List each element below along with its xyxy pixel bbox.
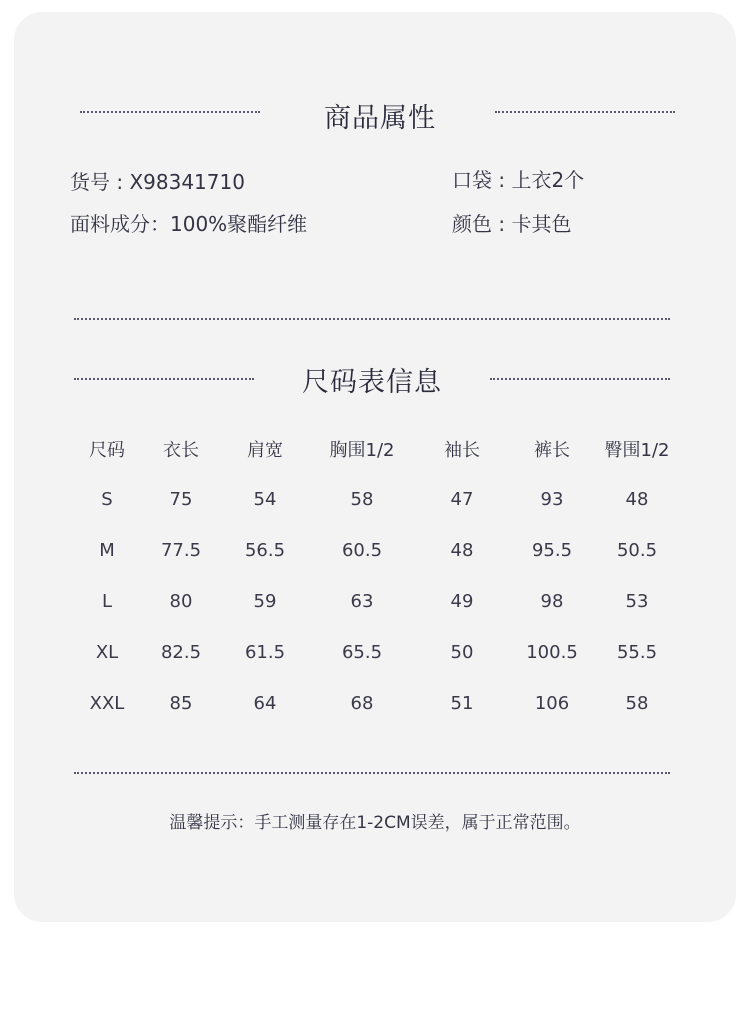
header-hip: 臀围1/2 <box>604 440 670 461</box>
cell-hip: 50.5 <box>616 540 658 561</box>
table-row <box>70 474 682 525</box>
cell-length: 77.5 <box>160 540 202 561</box>
color: 颜色 : 卡其色 <box>452 212 572 236</box>
attributes-title: 商品属性 <box>324 103 436 134</box>
cell-sleeve: 48 <box>450 540 474 561</box>
cell-shoulder: 61.5 <box>244 642 286 663</box>
cell-chest: 65.5 <box>341 642 383 663</box>
header-shoulder: 肩宽 <box>247 440 283 461</box>
title-divider-left <box>80 111 260 113</box>
cell-size: XXL <box>89 693 125 714</box>
cell-chest: 58 <box>350 489 374 510</box>
cell-shoulder: 59 <box>253 591 277 612</box>
cell-chest: 68 <box>350 693 374 714</box>
section-divider <box>74 318 670 320</box>
cell-shoulder: 64 <box>253 693 277 714</box>
cell-sleeve: 50 <box>450 642 474 663</box>
header-chest: 胸围1/2 <box>329 440 395 461</box>
cell-length: 82.5 <box>160 642 202 663</box>
bottom-divider <box>74 772 670 774</box>
item-number: 货号 : X98341710 <box>70 170 245 194</box>
cell-hip: 58 <box>625 693 649 714</box>
cell-chest: 63 <box>350 591 374 612</box>
cell-hip: 55.5 <box>616 642 658 663</box>
size-title-divider-left <box>74 378 254 380</box>
size-title-divider-right <box>490 378 670 380</box>
header-length: 衣长 <box>163 440 199 461</box>
cell-pants-length: 100.5 <box>526 642 578 663</box>
cell-sleeve: 49 <box>450 591 474 612</box>
cell-chest: 60.5 <box>341 540 383 561</box>
table-row <box>70 525 682 576</box>
header-pants-length: 裤长 <box>534 440 570 461</box>
pockets: 口袋 : 上衣2个 <box>452 168 585 192</box>
cell-pants-length: 95.5 <box>531 540 573 561</box>
cell-length: 80 <box>169 591 193 612</box>
cell-hip: 53 <box>625 591 649 612</box>
header-sleeve: 袖长 <box>444 440 480 461</box>
cell-shoulder: 54 <box>253 489 277 510</box>
cell-hip: 48 <box>625 489 649 510</box>
fabric-composition: 面料成分：100%聚酯纤维 <box>70 212 308 236</box>
title-divider-right <box>495 111 675 113</box>
table-header-row <box>70 424 682 474</box>
cell-length: 75 <box>169 489 193 510</box>
cell-pants-length: 106 <box>534 693 570 714</box>
size-chart-title: 尺码表信息 <box>302 367 442 398</box>
cell-pants-length: 93 <box>540 489 564 510</box>
cell-sleeve: 47 <box>450 489 474 510</box>
table-row <box>70 678 682 729</box>
cell-shoulder: 56.5 <box>244 540 286 561</box>
cell-size: L <box>101 591 113 612</box>
size-table <box>70 424 682 729</box>
cell-pants-length: 98 <box>540 591 564 612</box>
cell-length: 85 <box>169 693 193 714</box>
cell-size: M <box>99 540 115 561</box>
cell-sleeve: 51 <box>450 693 474 714</box>
cell-size: S <box>101 489 113 510</box>
header-size: 尺码 <box>89 440 125 461</box>
cell-size: XL <box>95 642 119 663</box>
measurement-note: 温馨提示：手工测量存在1-2CM误差，属于正常范围。 <box>169 813 581 833</box>
table-row <box>70 627 682 678</box>
table-row <box>70 576 682 627</box>
